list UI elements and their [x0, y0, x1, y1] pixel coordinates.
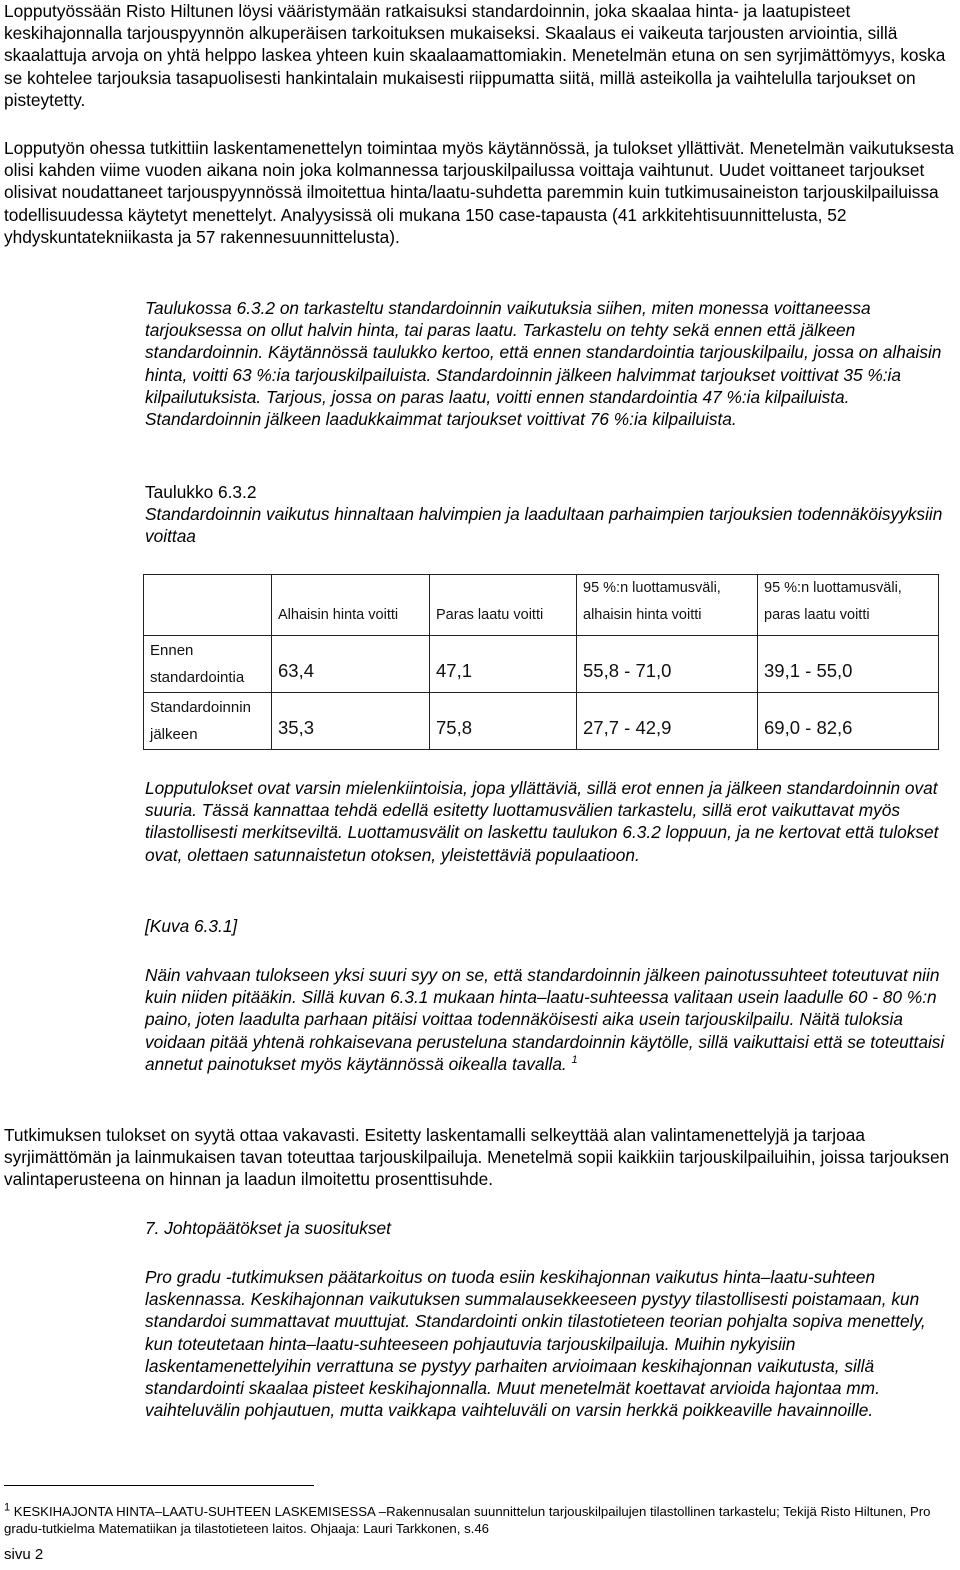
footnote-divider [4, 1485, 314, 1486]
table-row-label: Ennen standardointia [144, 636, 272, 693]
figure-reference: [Kuva 6.3.1] [145, 916, 238, 936]
table-cell: 35,3 [272, 693, 430, 750]
table-header-row [144, 575, 939, 636]
paragraph-reason [145, 964, 955, 1075]
table-row [144, 693, 939, 750]
footnote [4, 1503, 960, 1537]
table-cell: 75,8 [430, 693, 577, 750]
paragraph-section-7: Pro gradu -tutkimuksen päätarkoitus on tuoda esiin keskihajonnan vaikutus hinta–laatu-suhteen laskennassa. Keskihajonnan vaikutuksen summalausekkeeseen pystyy tilastollisesti poistamaan, kun standardoi summattavat muuttujat. Standardointi onkin tilastotieteen teorian pohjalta sopiva menettely, kun toteutetaan hinta–laatu-suhteeseen pohjautuvia tarjouskilpailuja. Muihin nykyisiin laskentamenettelyihin verrattuna se pystyy parhaiten arvioimaan keskihajonnan vaikutusta, sillä standardointi skaalaa pisteet keskihajonnalla. Muut menetelmät koettavat arvioida hajontaa mm. vaihteluvälin pohjautuen, mutta vaikkapa vaihteluväli on varsin herkkä poikkeaville havainnoille. [145, 1267, 926, 1421]
table-header-cell: Paras laatu voitti [430, 575, 577, 636]
table-caption [145, 481, 955, 548]
paragraph-intro: Lopputyössään Risto Hiltunen löysi vääristymään ratkaisuksi standardoinnin, joka skaalaa hinta- ja laatupisteet keskihajonnalla tarjouspyynnön alkuperäisen tarkoituksen mukaiseksi. Skaalaus ei vaikeuta tarjousten arviointia, sillä skaalattuja arvoja on yhtä helppo laskea yhteen kuin skaalaamattomiakin. Menetelmän etuna on sen syrjimättömyys, koska se kohtelee tarjouksia tasapuolisesti hankintalain mukaisesti riippumatta siitä, millä asteikolla ja vaihtelulla tarjoukset on pisteytetty. [4, 1, 946, 110]
table-caption-number: Taulukko 6.3.2 [145, 482, 257, 502]
table-cell: 39,1 - 55,0 [758, 636, 939, 693]
table-row [144, 636, 939, 693]
results-table [143, 574, 939, 750]
section-heading: 7. Johtopäätökset ja suositukset [145, 1218, 391, 1238]
table-cell: 69,0 - 82,6 [758, 693, 939, 750]
footnote-text: KESKIHAJONTA HINTA–LAATU-SUHTEEN LASKEMISESSA –Rakennusalan suunnittelun tarjouskilpailujen tilastollinen tarkastelu; Tekijä Risto Hiltunen, Pro gradu-tutkielma Matematiikan ja tilastotieteen laitos. Ohjaaja: Lauri Tarkkonen, s.46 [4, 1504, 931, 1536]
paragraph-results: Lopputyön ohessa tutkittiin laskentamenettelyn toimintaa myös käytännössä, ja tulokset yllättivät. Menetelmän vaikutuksesta olisi kahden viime vuoden aikana noin joka kolmannessa tarjouskilpailussa voittaja vaihtunut. Uudet voittaneet tarjoukset olisivat noudattaneet tarjouspyynnössä ilmoitettua hinta/laatu-suhdetta paremmin kuin tutkimusaineiston tarjouskilpailuissa todellisuudessa käytetyt menettelyt. Analyysissä oli mukana 150 case-tapausta (41 arkkitehtisuunnittelusta, 52 yhdyskuntatekniikasta ja 57 rakennesuunnittelusta). [4, 138, 955, 247]
table-cell: 27,7 - 42,9 [577, 693, 758, 750]
footnote-number: 1 [4, 1501, 11, 1514]
page-number: sivu 2 [4, 1546, 44, 1563]
table-row-label: Standardoinnin jälkeen [144, 693, 272, 750]
paragraph-table-description: Taulukossa 6.3.2 on tarkasteltu standardoinnin vaikutuksia siihen, miten monessa voittaneessa tarjouksessa on ollut halvin hinta, tai paras laatu. Tarkastelu on tehty sekä ennen että jälkeen standardoinnin. Käytännössä taulukko kertoo, että ennen standardointia tarjouskilpailu, jossa on alhaisin hinta, voitti 63 %:ia tarjouskilpailuista. Standardoinnin jälkeen halvimmat tarjoukset voittivat 35 %:ia kilpailutuksista. Tarjous, jossa on paras laatu, voitti ennen standardointia 47 %:ia kilpailuista. Standardoinnin jälkeen laadukkaimmat tarjoukset voittivat 76 %:ia kilpailuista. [145, 298, 942, 430]
table-header-cell: 95 %:n luottamusväli, alhaisin hinta voitti [577, 575, 758, 636]
table-header-cell: Alhaisin hinta voitti [272, 575, 430, 636]
table-header-cell [144, 575, 272, 636]
footnote-marker[interactable]: 1 [571, 1054, 578, 1067]
paragraph-reason-text: Näin vahvaan tulokseen yksi suuri syy on se, että standardoinnin jälkeen painotussuhteet toteutuvat niin kuin niiden pitääkin. Sillä kuvan 6.3.1 mukaan hinta–laatu-suhteessa valitaan usein laadulle 60 - 80 %:n paino, joten laadulta parhaan pitäisi voittaa todennäköisesti aika usein tarjouskilpailu. Näitä tuloksia voidaan pitää yhtenä rohkaisevana perusteluna standardoinnin käytölle, sillä vaikuttaisi että se toteuttaisi annetut painotukset myös käytännössä oikealla tavalla. [145, 965, 945, 1074]
table-cell: 55,8 - 71,0 [577, 636, 758, 693]
paragraph-conclusions: Lopputulokset ovat varsin mielenkiintoisia, jopa yllättäviä, sillä erot ennen ja jälkeen standardoinnin ovat suuria. Tässä kannattaa tehdä edellä esitetty luottamusvälien tarkastelu, sillä erot vaikuttavat myös tilastollisesti merkitseviltä. Luottamusvälit on laskettu taulukon 6.3.2 loppuun, ja ne kertovat että tulokset ovat, olettaen satunnaistetun otoksen, yleistettäviä populaatioon. [145, 778, 939, 865]
table-caption-title: Standardoinnin vaikutus hinnaltaan halvimpien ja laadultaan parhaimpien tarjouksien todennäköisyyksiin voittaa [145, 504, 943, 547]
paragraph-summary: Tutkimuksen tulokset on syytä ottaa vakavasti. Esitetty laskentamalli selkeyttää alan valintamenettelyjä ja tarjoaa syrjimättömän ja lainmukaisen tavan toteuttaa tarjouskilpailuja. Menetelmä sopii kaikkiin tarjouskilpailuihin, joissa tarjouksen valintaperusteena on hinnan ja laadun ilmoitettu prosenttisuhde. [4, 1125, 950, 1190]
table-cell: 63,4 [272, 636, 430, 693]
table-cell: 47,1 [430, 636, 577, 693]
table-header-cell: 95 %:n luottamusväli, paras laatu voitti [758, 575, 939, 636]
